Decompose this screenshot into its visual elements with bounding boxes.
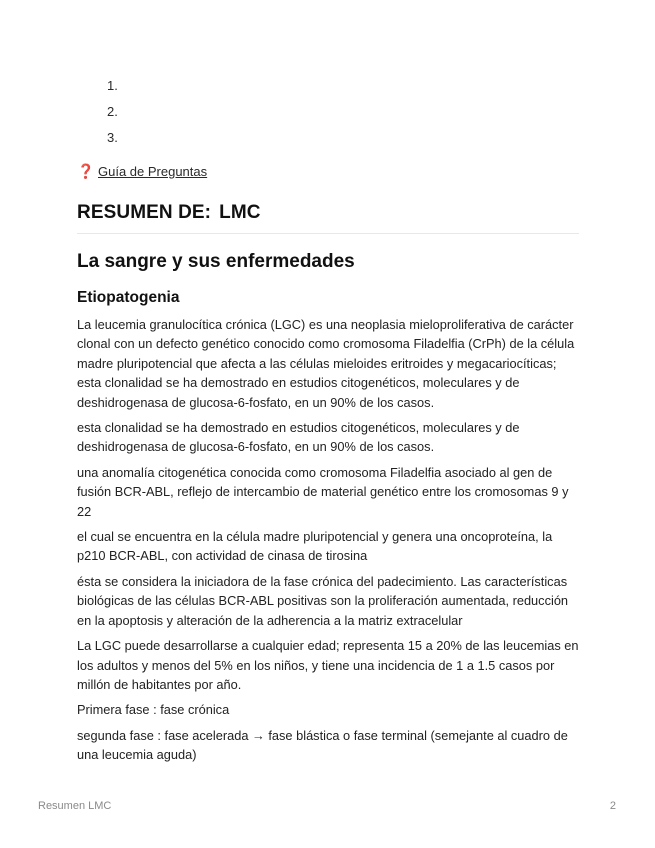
paragraph: Primera fase : fase crónica [77, 702, 230, 718]
section-title: La sangre y sus enfermedades [77, 251, 355, 272]
numbered-list [107, 78, 118, 156]
summary-prefix: RESUMEN DE: [77, 202, 212, 223]
paragraph: La LGC puede desarrollarse a cualquier edad; representa 15 a 20% de las leucemias en los adultos y menos del 5% en los niños, y tiene una incidencia de 1 a 1.5 casos por millón de habitantes por año. [77, 638, 579, 692]
document-body [77, 315, 579, 771]
summary-topic: LMC [219, 202, 261, 223]
paragraph: ésta se considera la iniciadora de la fase crónica del padecimiento. Las características biológicas de las células BCR-ABL positivas son la proliferación aumentada, reducción en la apoptosis y alteración de la adherencia a la matriz extracelular [77, 573, 569, 628]
paragraph: segunda fase : fase acelerada → fase blástica o fase terminal (semejante al cuadro de una leucemia aguda) [77, 727, 568, 763]
list-item: 2. [107, 104, 118, 119]
footer-document-title: Resumen LMC [38, 800, 112, 812]
list-item: 3. [107, 130, 118, 145]
question-guide-label[interactable]: Guía de Preguntas [98, 164, 208, 179]
footer-page-number: 2 [609, 800, 616, 812]
paragraph: La leucemia granulocítica crónica (LGC) es una neoplasia mieloproliferativa de carácter clonal con un defecto genético conocido como cromosoma Filadelfia (CrPh) de la célula madre pluripotencial que afecta a las células mieloides eritroides y megacariocíticas; esta clonalidad se ha demostrado en estudios citogenéticos, moleculares y de deshidrogenasa de glucosa-6-fosfato, en un 90% de los casos. [77, 317, 575, 410]
summary-heading [77, 202, 579, 234]
question-guide-link[interactable] [77, 163, 207, 180]
question-mark-icon: ❓ [77, 163, 95, 179]
paragraph: el cual se encuentra en la célula madre pluripotencial y genera una oncoproteína, la p210 BCR-ABL, con actividad de cinasa de tirosina [77, 529, 553, 564]
list-item: 1. [107, 78, 118, 93]
subsection-title: Etiopatogenia [77, 289, 180, 306]
paragraph: una anomalía citogenética conocida como cromosoma Filadelfia asociado al gen de fusión BCR-ABL, reflejo de intercambio de material genético entre los cromosomas 9 y 22 [77, 464, 569, 519]
paragraph: esta clonalidad se ha demostrado en estudios citogenéticos, moleculares y de deshidrogenasa de glucosa-6-fosfato, en un 90% de los casos. [77, 420, 520, 455]
